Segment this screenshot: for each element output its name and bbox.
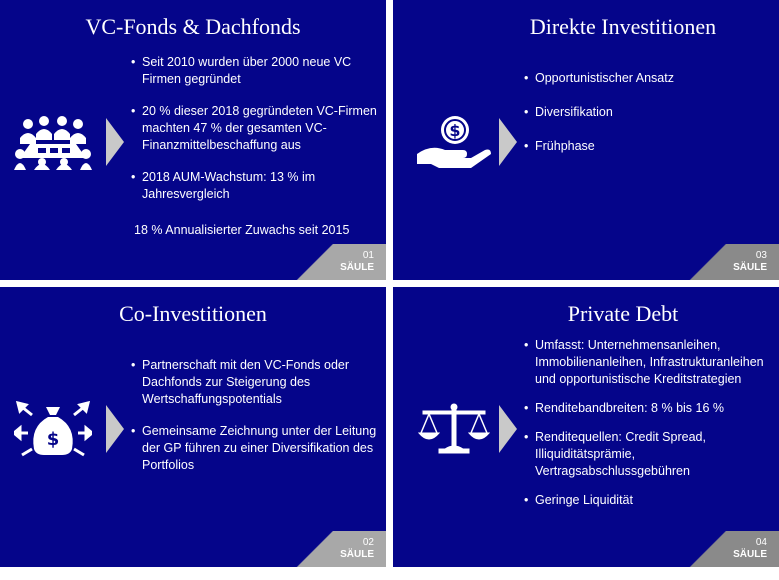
panel-title: Private Debt	[567, 301, 679, 326]
panel-vc-fonds	[0, 0, 386, 280]
hand-coin-icon	[415, 114, 493, 170]
pillar-number: 03	[755, 250, 767, 261]
chevron-right-icon	[106, 118, 124, 166]
panel-title: Direkte Investitionen	[529, 14, 717, 39]
bullet-item: • 20 % dieser 2018 gegründeten VC-Firmen machten 47 % der gesamten VC-Finanzmittelbeschaffung aus	[142, 103, 386, 154]
pillar-badge	[683, 244, 779, 280]
bullet-item: • Partnerschaft mit den VC-Fonds oder Dachfonds zur Steigerung des Wertschaffungspotentials	[142, 357, 386, 408]
bullet-list	[128, 54, 386, 218]
chevron-right-icon	[499, 118, 517, 166]
panel-title: VC-Fonds & Dachfonds	[85, 14, 301, 39]
meeting-table-icon	[14, 114, 92, 170]
pillar-number: 04	[755, 537, 767, 548]
pillar-badge	[290, 531, 386, 567]
bullet-list	[521, 70, 779, 172]
bullet-item: • Gemeinsame Zeichnung unter der Leitung der GP führen zu einer Diversifikation des Portfolios	[142, 423, 386, 474]
money-bag-icon	[14, 401, 92, 457]
panel-private-debt	[393, 287, 779, 567]
bullet-item: • Frühphase	[535, 138, 779, 155]
pillar-label: SÄULE	[733, 262, 767, 273]
pillar-number: 02	[362, 537, 374, 548]
bullet-item: • Renditequellen: Credit Spread, Illiquiditätsprämie, Vertragsabschlussgebühren	[535, 429, 779, 480]
bullet-item: • Renditebandbreiten: 8 % bis 16 %	[535, 400, 779, 417]
pillar-badge	[683, 531, 779, 567]
svg-text:$: $	[449, 121, 461, 140]
growth-note: 18 % Annualisierter Zuwachs seit 2015	[134, 223, 350, 237]
panel-direkte-investitionen	[393, 0, 779, 280]
bullet-item: • Umfasst: Unternehmensanleihen, Immobilienanleihen, Infrastrukturanleihen und opportunistische Kreditstrategien	[535, 337, 779, 388]
chevron-right-icon	[106, 405, 124, 453]
bullet-list	[128, 357, 386, 489]
panel-co-investitionen	[0, 287, 386, 567]
pillar-label: SÄULE	[340, 549, 374, 560]
pillar-label: SÄULE	[733, 549, 767, 560]
bullet-item: • Opportunistischer Ansatz	[535, 70, 779, 87]
scales-icon	[415, 401, 493, 457]
chevron-right-icon	[499, 405, 517, 453]
bullet-item: • Geringe Liquidität	[535, 492, 779, 509]
bullet-item: • Diversifikation	[535, 104, 779, 121]
pillar-badge	[290, 244, 386, 280]
bullet-item: • 2018 AUM-Wachstum: 13 % im Jahresvergleich	[142, 169, 386, 203]
pillar-number: 01	[362, 250, 374, 261]
panel-title: Co-Investitionen	[119, 301, 267, 326]
svg-text:$: $	[46, 429, 60, 450]
pillar-label: SÄULE	[340, 262, 374, 273]
bullet-item: • Seit 2010 wurden über 2000 neue VC Firmen gegründet	[142, 54, 386, 88]
bullet-list	[521, 337, 779, 521]
